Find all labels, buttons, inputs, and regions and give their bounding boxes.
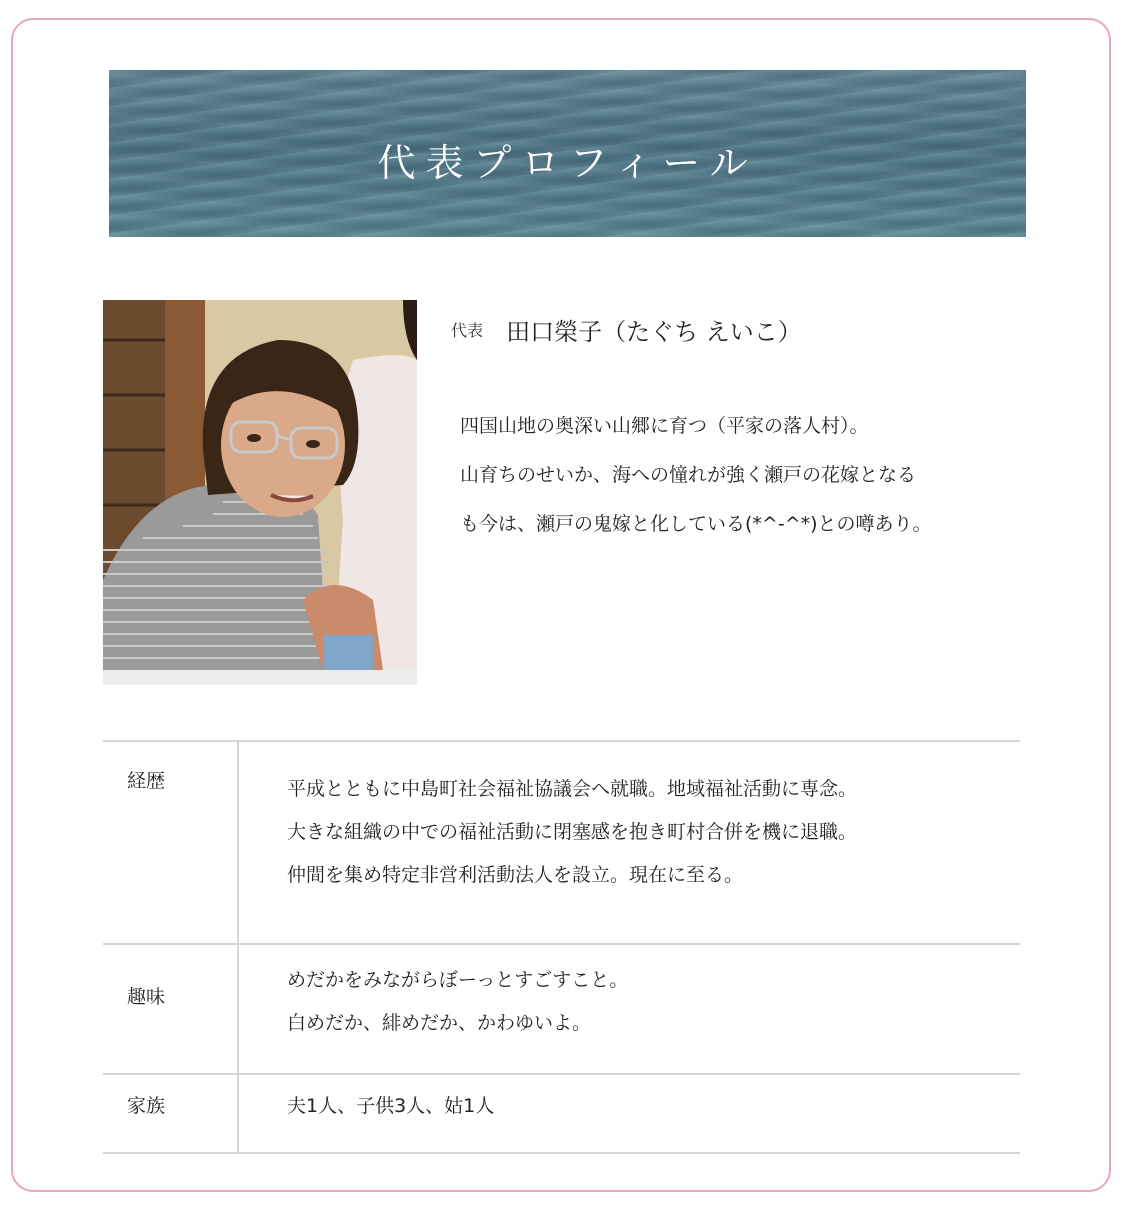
family-value <box>238 1074 1020 1153</box>
intro-line: も今は、瀬戸の鬼嫁と化している(*^-^*)との噂あり。 <box>460 513 932 535</box>
banner-title: 代表プロフィール <box>377 141 758 185</box>
career-line: 仲間を集め特定非営利活動法人を設立。現在に至る。 <box>287 864 744 886</box>
name-row <box>451 312 802 348</box>
career-line: 平成とともに中島町社会福祉協議会へ就職。地域福祉活動に専念。 <box>287 778 858 800</box>
table-row-family <box>103 1074 1020 1153</box>
intro-line: 四国山地の奥深い山郷に育つ（平家の落人村）。 <box>460 415 869 437</box>
family-label: 家族 <box>103 1074 238 1153</box>
hobby-line: めだかをみながらぼーっとすごすこと。 <box>287 969 629 991</box>
table-row-hobby <box>103 944 1020 1074</box>
hobby-label: 趣味 <box>103 944 238 1074</box>
intro-text <box>460 402 1040 549</box>
intro-line: 山育ちのせいか、海への憧れが強く瀬戸の花嫁となる <box>460 464 917 486</box>
profile-banner <box>109 70 1026 237</box>
portrait-image <box>103 300 417 670</box>
table-row-career <box>103 741 1020 944</box>
hobby-line: 白めだか、緋めだか、かわゆいよ。 <box>287 1012 592 1034</box>
career-line: 大きな組織の中での福祉活動に閉塞感を抱き町村合併を機に退職。 <box>287 821 858 843</box>
family-line: 夫1人、子供3人、姑1人 <box>287 1095 495 1117</box>
representative-name: 田口榮子（たぐち えいこ） <box>506 318 802 346</box>
profile-photo <box>103 300 417 685</box>
career-value <box>238 741 1020 944</box>
career-label: 経歴 <box>103 741 238 944</box>
profile-details-table <box>103 740 1020 1154</box>
role-label: 代表 <box>451 321 484 340</box>
hobby-value <box>238 944 1020 1074</box>
